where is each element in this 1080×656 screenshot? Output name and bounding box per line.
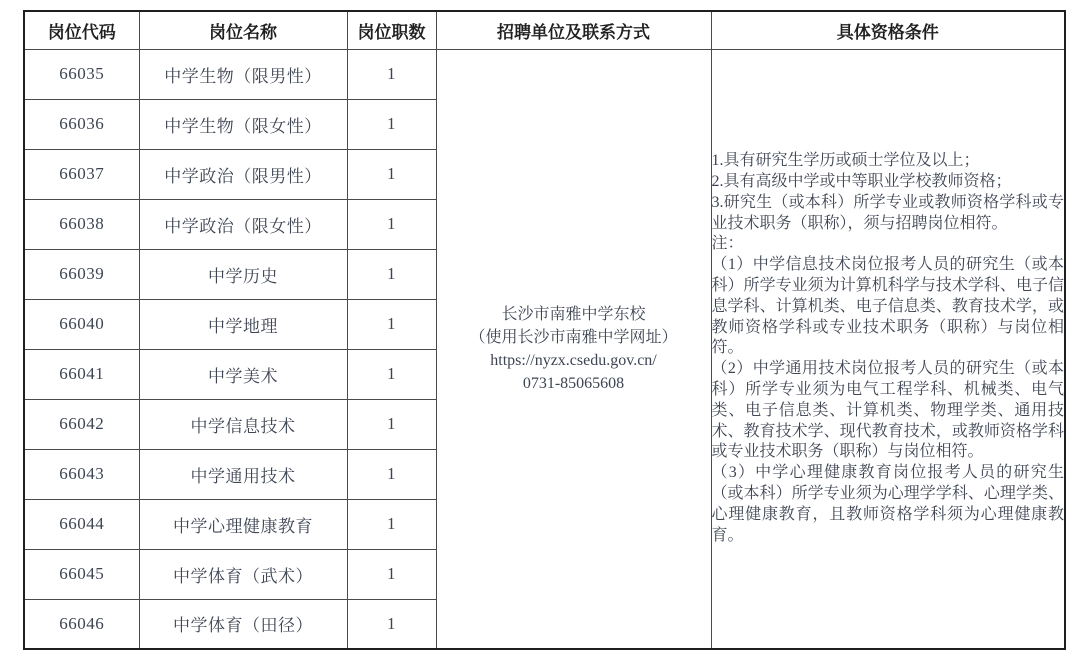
job-code-cell: 66045 [24,549,139,599]
job-title-cell: 中学地理 [139,299,347,349]
job-title-cell: 中学体育（武术） [139,549,347,599]
recruiter-name: 长沙市南雅中学东校 [501,305,646,323]
job-openings-cell: 1 [347,49,436,99]
job-openings-cell: 1 [347,99,436,149]
job-code-cell: 66037 [24,149,139,199]
recruiter-website-url: https://nyzx.csedu.gov.cn/ [490,351,657,369]
table-row [24,49,1065,99]
header-job-code: 岗位代码 [24,11,139,49]
job-code-cell: 66040 [24,299,139,349]
job-openings-cell: 1 [347,199,436,249]
qualification-note-2: （2）中学通用技术岗位报考人员的研究生（或本科）所学专业须为电气工程学科、机械类、电气类、电子信息类、计算机类、物理学类、通用技术、教育技术学、现代教育技术，或教师资格学科或专业技术职务（职称）与岗位相符。 [711,360,1064,461]
job-openings-cell: 1 [347,149,436,199]
job-title-cell: 中学生物（限男性） [139,49,347,99]
job-openings-cell: 1 [347,249,436,299]
recruiter-contact-cell [436,49,711,649]
job-code-cell: 66038 [24,199,139,249]
header-qualifications: 具体资格条件 [711,11,1065,49]
qualification-item: 2.具有高级中学或中等职业学校教师资格； [711,172,1012,190]
header-recruiter-contact: 招聘单位及联系方式 [436,11,711,49]
job-openings-cell: 1 [347,549,436,599]
job-title-cell: 中学通用技术 [139,449,347,499]
job-code-cell: 66046 [24,599,139,649]
job-title-cell: 中学政治（限女性） [139,199,347,249]
job-title-cell: 中学历史 [139,249,347,299]
recruitment-table [23,10,1066,650]
job-title-cell: 中学政治（限男性） [139,149,347,199]
header-job-title: 岗位名称 [139,11,347,49]
qualification-note-3: （3）中学心理健康教育岗位报考人员的研究生（或本科）所学专业须为心理学学科、心理学类、心理健康教育，且教师资格学科须为心理健康教育。 [711,464,1064,544]
job-code-cell: 66036 [24,99,139,149]
qualification-item: 1.具有研究生学历或硕士学位及以上； [711,152,980,170]
job-title-cell: 中学信息技术 [139,399,347,449]
job-title-cell: 中学体育（田径） [139,599,347,649]
table-header-row [24,11,1065,49]
qualifications-cell [711,49,1065,649]
job-code-cell: 66039 [24,249,139,299]
recruiter-website-note: （使用长沙市南雅中学网址） [469,328,678,346]
job-openings-cell: 1 [347,399,436,449]
job-code-cell: 66042 [24,399,139,449]
job-code-cell: 66044 [24,499,139,549]
job-openings-cell: 1 [347,599,436,649]
qualification-note-label: 注： [711,235,744,253]
job-code-cell: 66041 [24,349,139,399]
job-title-cell: 中学美术 [139,349,347,399]
job-openings-cell: 1 [347,349,436,399]
job-code-cell: 66035 [24,49,139,99]
job-openings-cell: 1 [347,499,436,549]
recruiter-phone: 0731-85065608 [522,374,625,392]
qualification-note-1: （1）中学信息技术岗位报考人员的研究生（或本科）所学专业须为计算机科学与技术学科、电子信息学科、计算机类、电子信息类、教育技术学，或教师资格学科或专业技术职务（职称）与岗位相符。 [711,256,1064,357]
job-title-cell: 中学生物（限女性） [139,99,347,149]
job-openings-cell: 1 [347,299,436,349]
qualification-item: 3.研究生（或本科）所学专业或教师资格学科或专业技术职务（职称），须与招聘岗位相符。 [711,193,1064,232]
job-title-cell: 中学心理健康教育 [139,499,347,549]
job-openings-cell: 1 [347,449,436,499]
header-job-openings: 岗位职数 [347,11,436,49]
job-code-cell: 66043 [24,449,139,499]
